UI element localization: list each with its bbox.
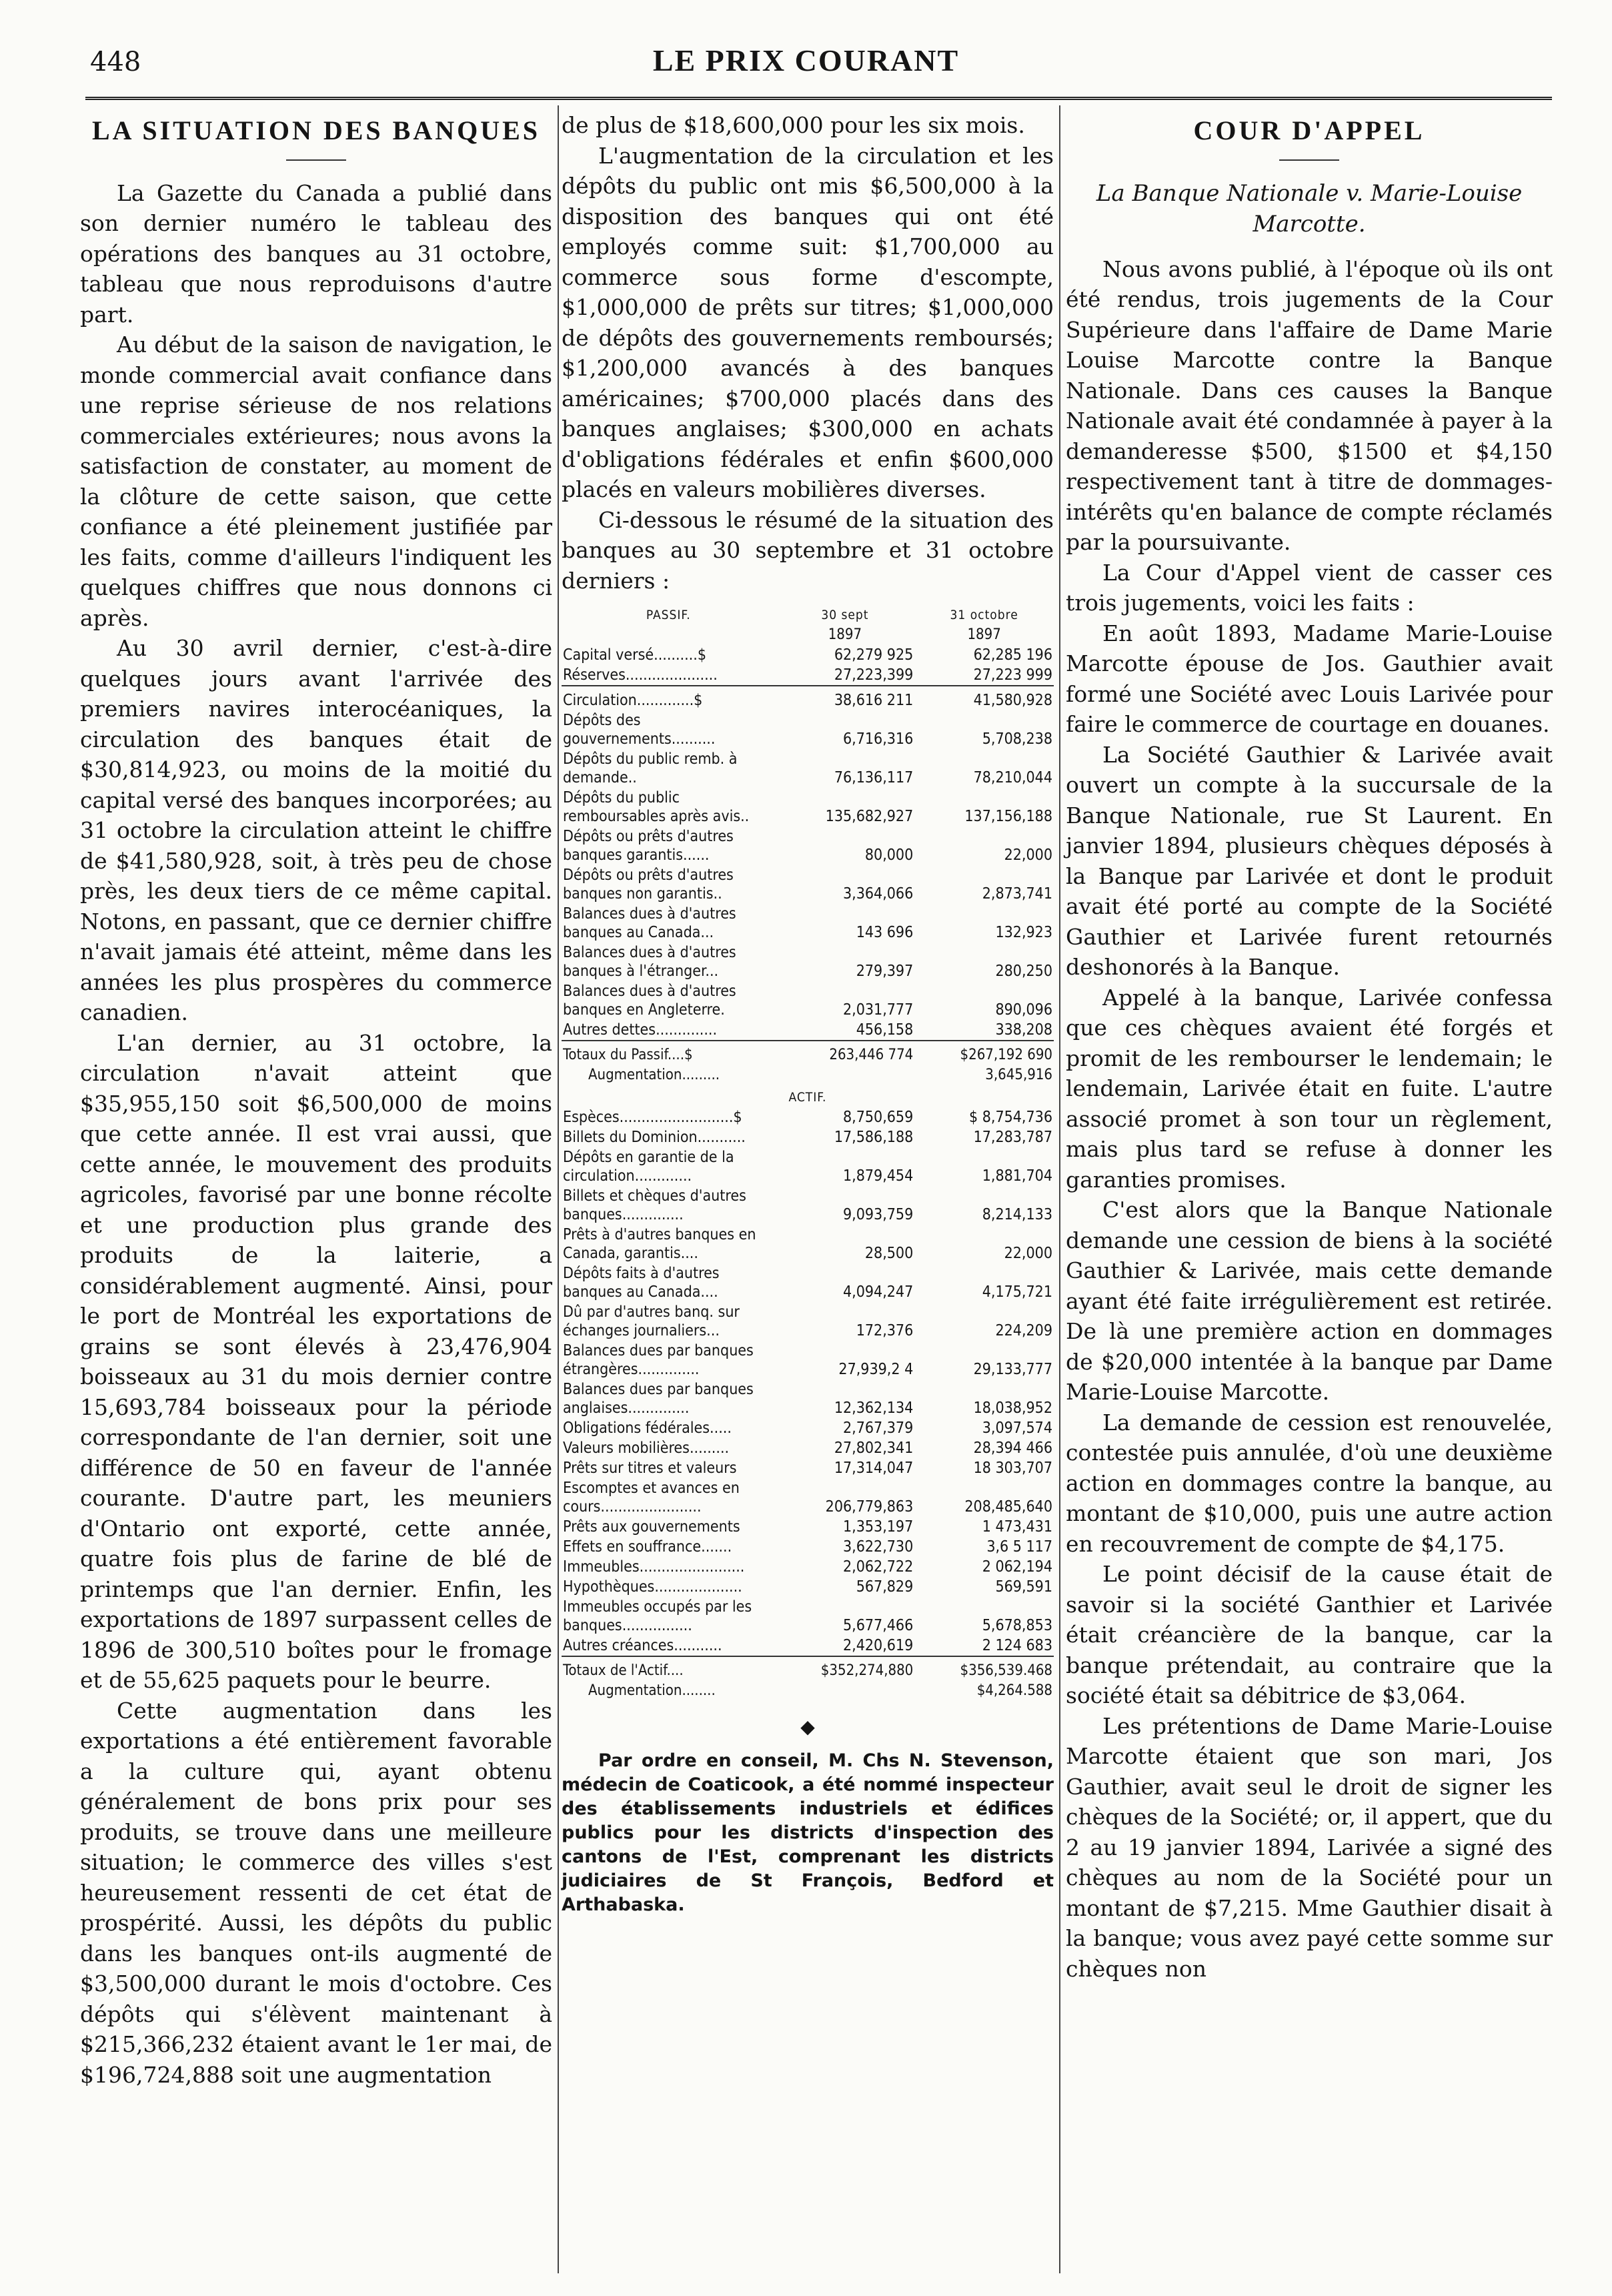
- col2-heading: 31 octobre: [950, 608, 1018, 622]
- row-label: Dépôts des gouvernements..........: [563, 712, 716, 748]
- column-3: [1066, 110, 1553, 1984]
- row-value-30-sept: 172,376: [856, 1322, 914, 1339]
- row-value-30-sept: 62,279 925: [834, 646, 914, 664]
- actif-heading: ACTIF.: [788, 1090, 827, 1105]
- table-row: [562, 1186, 1054, 1225]
- row-label: Réserves.....................: [563, 666, 718, 684]
- column-1: [80, 110, 552, 2090]
- paragraph-continued: de plus de $18,600,000 pour les six mois.: [562, 112, 1025, 138]
- row-value-30-sept: 3,364,066: [842, 885, 914, 903]
- row-value-31-octobre: 22,000: [1004, 846, 1052, 864]
- passif-heading: PASSIF.: [646, 608, 691, 622]
- paragraph: Nous avons publié, à l'époque où ils ont été rendus, trois jugements de la Cour Supérieure dans l'affaire de Dame Marie Louise Marcotte contre la Banque Nationale. Dans ces causes la Banque Nationale avait été condamnée à payer à la demanderesse $500, $1500 et $4,150 respectivement tant à titre de dommages-intérêts qu'en balance de compte réclamés par la poursuivante.: [1066, 255, 1553, 555]
- table-row: [562, 1263, 1054, 1302]
- column-2: [562, 110, 1054, 1917]
- row-label: Autres créances...........: [563, 1637, 722, 1654]
- row-value-31-octobre: 2 062,194: [982, 1558, 1052, 1576]
- row-value-31-octobre: 1 473,431: [982, 1518, 1052, 1536]
- row-value-30-sept: 17,586,188: [834, 1129, 914, 1146]
- table-row: [562, 788, 1054, 826]
- row-label: Dépôts en garantie de la circulation.............: [563, 1149, 734, 1185]
- row-label: Billets et chèques d'autres banques..............: [563, 1187, 746, 1223]
- row-value-30-sept: 80,000: [864, 846, 914, 864]
- row-value-30-sept: 143 696: [856, 924, 914, 941]
- row-value-30-sept: 9,093,759: [842, 1206, 914, 1223]
- row-value-31-octobre: 17,283,787: [973, 1129, 1052, 1146]
- row-value-31-octobre: 2,873,741: [982, 885, 1052, 903]
- row-value-30-sept: 1,353,197: [842, 1518, 914, 1536]
- row-value-30-sept: 4,094,247: [842, 1283, 914, 1301]
- table-row: [562, 1577, 1054, 1597]
- row-value-31-octobre: 137,156,188: [964, 808, 1052, 825]
- row-label: Immeubles occupés par les banques................: [563, 1598, 752, 1634]
- row-label: Dépôts du public remb. à demande..: [563, 750, 738, 786]
- table-row: [562, 645, 1054, 665]
- row-label: Balances dues à d'autres banques à l'étranger...: [563, 944, 736, 980]
- bank-statement-table: [562, 605, 1054, 1701]
- row-value-30-sept: 3,622,730: [842, 1538, 914, 1556]
- table-row: [562, 981, 1054, 1020]
- notice-text: Par ordre en conseil, M. Chs N. Stevenson, médecin de Coaticook, a été nommé inspecteur des établissements industriels et édifices publics pour les districts d'inspection des cantons de l'Est, comprenant les districts judiciaires de St François, Bedford et Arthabaska.: [562, 1750, 1054, 1915]
- table-row: [562, 1636, 1054, 1656]
- header-rule: [85, 97, 1552, 104]
- row-value-30-sept: 38,616 211: [834, 692, 914, 709]
- row-label: Prêts sur titres et valeurs: [563, 1460, 737, 1477]
- actif-rows: [562, 1107, 1054, 1656]
- row-value-31-octobre: 41,580,928: [973, 692, 1052, 709]
- row-label: Prêts à d'autres banques en Canada, garantis....: [563, 1226, 756, 1262]
- col1-year: 1897: [828, 626, 862, 643]
- row-value-31-octobre: 890,096: [995, 1001, 1052, 1019]
- passif-rows: [562, 690, 1054, 1041]
- row-label: Hypothèques....................: [563, 1578, 742, 1596]
- row-label: Balances dues par banques étrangères..............: [563, 1342, 754, 1378]
- paragraph: Cette augmentation dans les exportations a été entièrement favorable a la culture qui, ayant obtenu généralement de bons prix pour ses produits, se trouve dans une meilleure situation; le commerce des villes s'est heureusement ressenti de cet état de prospérité. Aussi, les dépôts du public dans les banques ont-ils augmenté de $3,500,000 durant le mois d'octobre. Ces dépôts qui s'élèvent maintenant à $215,366,232 étaient avant le 1er mai, de $196,724,888 soit une augmentation: [80, 1697, 552, 2088]
- row-value-31-octobre: 22,000: [1004, 1245, 1052, 1262]
- page-number: 448: [90, 47, 141, 77]
- row-label: Balances dues à d'autres banques au Canada...: [563, 905, 736, 941]
- row-value-30-sept: 206,779,863: [825, 1498, 914, 1516]
- row-label: Effets en souffrance.......: [563, 1538, 732, 1556]
- paragraph: Appelé à la banque, Larivée confessa que ces chèques avaient été forgés et promit de les rembourser le lendemain; le lendemain, Larivée était en fuite. L'autre associé promet à son tour un règlement, mais plus tard se refuse à donner les garanties promises.: [1066, 984, 1553, 1193]
- row-value-30-sept: 2,420,619: [842, 1637, 914, 1654]
- notice-paragraph: [562, 1749, 1054, 1917]
- paragraph: L'augmentation de la circulation et les dépôts du public ont mis $6,500,000 à la disposition des banques qui ont été employés comme suit: $1,700,000 au commerce sous forme d'escompte, $1,000,000 de prêts sur titres; $1,000,000 de dépôts des gouvernements remboursés; $1,200,000 avancés à des banques américaines; $700,000 placés dans des banques anglaises; $300,000 en achats d'obligations fédérales et enfin $600,000 placés en valeurs mobilières diverses.: [562, 142, 1054, 502]
- row-value-30-sept: 27,223,399: [834, 666, 914, 684]
- paragraph: C'est alors que la Banque Nationale demande une cession de biens à la société Gauthier & Larivée, mais cette demande ayant été faite irrégulièrement est retirée. De là une première action en dommages de $20,000 intentée à la banque par Dame Marie-Louise Marcotte.: [1066, 1197, 1553, 1405]
- title-separator: [1279, 159, 1339, 161]
- row-label: Dépôts du public remboursables après avis..: [563, 789, 750, 825]
- row-value-31-octobre: 2 124 683: [982, 1637, 1052, 1654]
- passif-total-row: Totaux du Passif....$ 263,446 774 $267,192 690: [563, 1047, 1052, 1063]
- row-value-31-octobre: 27,223 999: [973, 666, 1052, 684]
- row-value-31-octobre: $ 8,754,736: [968, 1109, 1052, 1126]
- row-value-31-octobre: 18 303,707: [973, 1460, 1052, 1477]
- article-title-cour-appel: COUR D'APPEL: [1193, 115, 1425, 145]
- table-row: [562, 1379, 1054, 1418]
- running-title: LE PRIX COURANT: [652, 43, 960, 77]
- row-value-31-octobre: 569,591: [995, 1578, 1052, 1596]
- paragraph: La demande de cession est renouvelée, contestée puis annulée, d'où une deuxième action en dommages contre la banque, au montant de $10,000, puis une autre action en recouvrement de compte de $4,175.: [1066, 1409, 1553, 1557]
- row-value-30-sept: 135,682,927: [825, 808, 914, 825]
- row-label: Escomptes et avances en cours.......................: [563, 1480, 740, 1516]
- column-divider-2: [1059, 105, 1060, 2273]
- col1-heading: 30 sept: [821, 608, 869, 622]
- row-value-31-octobre: 8,214,133: [982, 1206, 1052, 1223]
- section-ornament: ◆: [800, 1716, 815, 1738]
- table-row: [562, 665, 1054, 686]
- paragraph: La Société Gauthier & Larivée avait ouvert un compte à la succursale de la Banque Nationale, rue St Laurent. En janvier 1894, plusieurs chèques déposés à la Banque par Larivée et dont le produit avait été porté au compte de la Société Gauthier et Larivée furent retournés deshonorés à la Banque.: [1066, 741, 1553, 980]
- row-label: Dépôts ou prêts d'autres banques garantis......: [563, 828, 734, 864]
- row-value-30-sept: 2,062,722: [842, 1558, 914, 1576]
- row-label: Autres dettes..............: [563, 1021, 718, 1039]
- table-row: [562, 1478, 1054, 1517]
- row-label: Circulation.............$: [563, 692, 703, 709]
- row-value-30-sept: 2,767,379: [842, 1419, 914, 1437]
- row-label: Dû par d'autres banq. sur échanges journaliers...: [563, 1303, 740, 1339]
- article-title-banques: LA SITUATION DES BANQUES: [91, 115, 541, 145]
- table-row: [562, 1147, 1054, 1186]
- passif-augmentation-row: Augmentation......... 3,645,916: [588, 1067, 1052, 1083]
- row-value-30-sept: 27,802,341: [834, 1440, 914, 1457]
- table-row: [562, 826, 1054, 865]
- actif-total-row: Totaux de l'Actif.... $352,274,880 $356,539.468: [563, 1662, 1052, 1679]
- row-value-31-octobre: 1,881,704: [982, 1167, 1052, 1185]
- row-value-31-octobre: 5,708,238: [982, 730, 1052, 748]
- row-label: Espèces..........................$: [563, 1109, 742, 1126]
- paragraph: Ci-dessous le résumé de la situation des banques au 30 septembre et 31 octobre derniers :: [562, 506, 1054, 594]
- row-value-30-sept: 76,136,117: [834, 769, 914, 786]
- table-row: [562, 1225, 1054, 1263]
- row-label: Dépôts faits à d'autres banques au Canada....: [563, 1265, 720, 1301]
- row-value-30-sept: 456,158: [856, 1021, 914, 1039]
- paragraph: La Gazette du Canada a publié dans son dernier numéro le tableau des opérations des banques au 31 octobre, tableau que nous reproduisons d'autre part.: [80, 179, 552, 328]
- row-value-31-octobre: 62,285 196: [973, 646, 1052, 664]
- row-value-31-octobre: 4,175,721: [982, 1283, 1052, 1301]
- row-value-31-octobre: 28,394 466: [973, 1440, 1052, 1457]
- table-row: [562, 1597, 1054, 1636]
- row-value-30-sept: 567,829: [856, 1578, 914, 1596]
- row-value-31-octobre: 132,923: [995, 924, 1052, 941]
- actif-augmentation-row: Augmentation........ $4,264.588: [588, 1682, 1052, 1699]
- table-row: [562, 943, 1054, 981]
- paragraph: La Cour d'Appel vient de casser ces trois jugements, voici les faits :: [1066, 559, 1553, 616]
- passif-capital-rows: [562, 645, 1054, 686]
- row-value-31-octobre: 280,250: [995, 963, 1052, 980]
- table-row: [562, 1418, 1054, 1438]
- table-row: [562, 1517, 1054, 1537]
- column-divider-1: [558, 105, 559, 2273]
- row-value-31-octobre: 224,209: [995, 1322, 1052, 1339]
- row-value-30-sept: 1,879,454: [842, 1167, 914, 1185]
- table-row: [562, 710, 1054, 749]
- table-row: [562, 1537, 1054, 1557]
- table-row: [562, 904, 1054, 943]
- paragraph: Les prétentions de Dame Marie-Louise Marcotte étaient que son mari, Jos Gauthier, avait seul le droit de signer les chèques de la Société; or, il appert, que du 2 au 19 janvier 1894, Larivée a signé des chèques au nom de la Société pour un montant de $7,215. Mme Gauthier disait à la banque; vous avez payé cette somme sur chèques non: [1066, 1712, 1553, 1982]
- table-row: [562, 1020, 1054, 1041]
- row-value-31-octobre: 5,678,853: [982, 1617, 1052, 1634]
- table-row: [562, 865, 1054, 904]
- row-value-31-octobre: 338,208: [995, 1021, 1052, 1039]
- table-row: [562, 690, 1054, 710]
- table-row: [562, 1438, 1054, 1458]
- title-separator: [286, 159, 346, 161]
- row-label: Dépôts ou prêts d'autres banques non garantis..: [563, 867, 734, 903]
- row-value-31-octobre: 3,097,574: [982, 1419, 1052, 1437]
- row-value-31-octobre: 3,6 5 117: [986, 1538, 1052, 1556]
- row-label: Capital versé..........$: [563, 646, 706, 664]
- table-row: [562, 1302, 1054, 1341]
- paragraph: En août 1893, Madame Marie-Louise Marcotte épouse de Jos. Gauthier avait formé une Société avec Louis Larivée pour faire le commerce de courtage en douanes.: [1066, 620, 1553, 737]
- table-row: [562, 1458, 1054, 1478]
- row-label: Immeubles........................: [563, 1558, 745, 1576]
- table-row: [562, 1127, 1054, 1147]
- table-row: [562, 749, 1054, 788]
- row-label: Balances dues à d'autres banques en Angleterre.: [563, 983, 736, 1019]
- table-row: [562, 1557, 1054, 1577]
- row-value-31-octobre: 29,133,777: [973, 1361, 1052, 1378]
- row-label: Billets du Dominion...........: [563, 1129, 746, 1146]
- row-label: Obligations fédérales.....: [563, 1419, 732, 1437]
- table-row: [562, 1107, 1054, 1127]
- row-label: Valeurs mobilières.........: [563, 1440, 730, 1457]
- paragraph: Le point décisif de la cause était de savoir si la société Ganthier et Larivée était créancière de la banque, car la banque prétendait, au contraire que la société était sa débitrice de $3,064.: [1066, 1561, 1553, 1708]
- row-value-31-octobre: 18,038,952: [973, 1399, 1052, 1417]
- paragraph: Au début de la saison de navigation, le monde commercial avait confiance dans une reprise sérieuse de nos relations commerciales extérieures; nous avons la satisfaction de constater, au moment de la clôture de cette saison, que cette confiance a été pleinement justifiée par les faits, comme d'ailleurs l'indiquent les quelques chiffres que nous donnons ci après.: [80, 332, 552, 631]
- row-value-30-sept: 279,397: [856, 963, 914, 980]
- row-value-30-sept: 28,500: [864, 1245, 914, 1262]
- paragraph: Au 30 avril dernier, c'est-à-dire quelques jours avant l'arrivée des premiers navires interocéaniques, la circulation des banques était de $30,814,923, ou moins de la moitié du capital versé des banques incorporées; au 31 octobre la circulation atteint le chiffre de $41,580,928, soit, à très peu de chose près, les deux tiers de ce même capital. Notons, en passant, que ce dernier chiffre n'avait jamais été atteint, même dans les années les plus prospères du commerce canadien.: [80, 635, 552, 1025]
- row-value-31-octobre: 208,485,640: [964, 1498, 1052, 1516]
- row-value-30-sept: 2,031,777: [842, 1001, 914, 1019]
- row-label: Prêts aux gouvernements: [563, 1518, 740, 1536]
- paragraph: L'an dernier, au 31 octobre, la circulation n'avait atteint que $35,955,150 soit $6,500,000 de moins que cette année. Il est vrai aussi, que cette année, le mouvement des produits agricoles, favorisé par une bonne récolte et une production plus grande des produits de la laiterie, a considérablement augmenté. Ainsi, pour le port de Montréal les exportations de grains se sont élevés à 23,476,904 boisseaux au 31 du mois dernier contre 15,693,784 boisseaux pour la période correspondante de l'an dernier, soit une différence de 50 en faveur de l'année courante. D'autre part, les meuniers d'Ontario ont exporté, cette année, quatre fois plus de farine de blé de printemps que l'an dernier. Enfin, les exportations de 1897 surpassent celles de 1896 de 300,510 boîtes pour le fromage et de 55,625 paquets pour le beurre.: [80, 1029, 552, 1693]
- case-subtitle: La Banque Nationale v. Marie-Louise Marcotte.: [1096, 179, 1523, 237]
- row-value-31-octobre: 78,210,044: [973, 769, 1052, 786]
- row-value-30-sept: 5,677,466: [842, 1617, 914, 1634]
- row-label: Balances dues par banques anglaises..............: [563, 1381, 754, 1417]
- row-value-30-sept: 27,939,2 4: [838, 1361, 914, 1378]
- row-value-30-sept: 8,750,659: [842, 1109, 914, 1126]
- row-value-30-sept: 17,314,047: [834, 1460, 914, 1477]
- row-value-30-sept: 12,362,134: [834, 1399, 914, 1417]
- row-value-30-sept: 6,716,316: [842, 730, 914, 748]
- table-row: [562, 1341, 1054, 1379]
- col2-year: 1897: [967, 626, 1001, 643]
